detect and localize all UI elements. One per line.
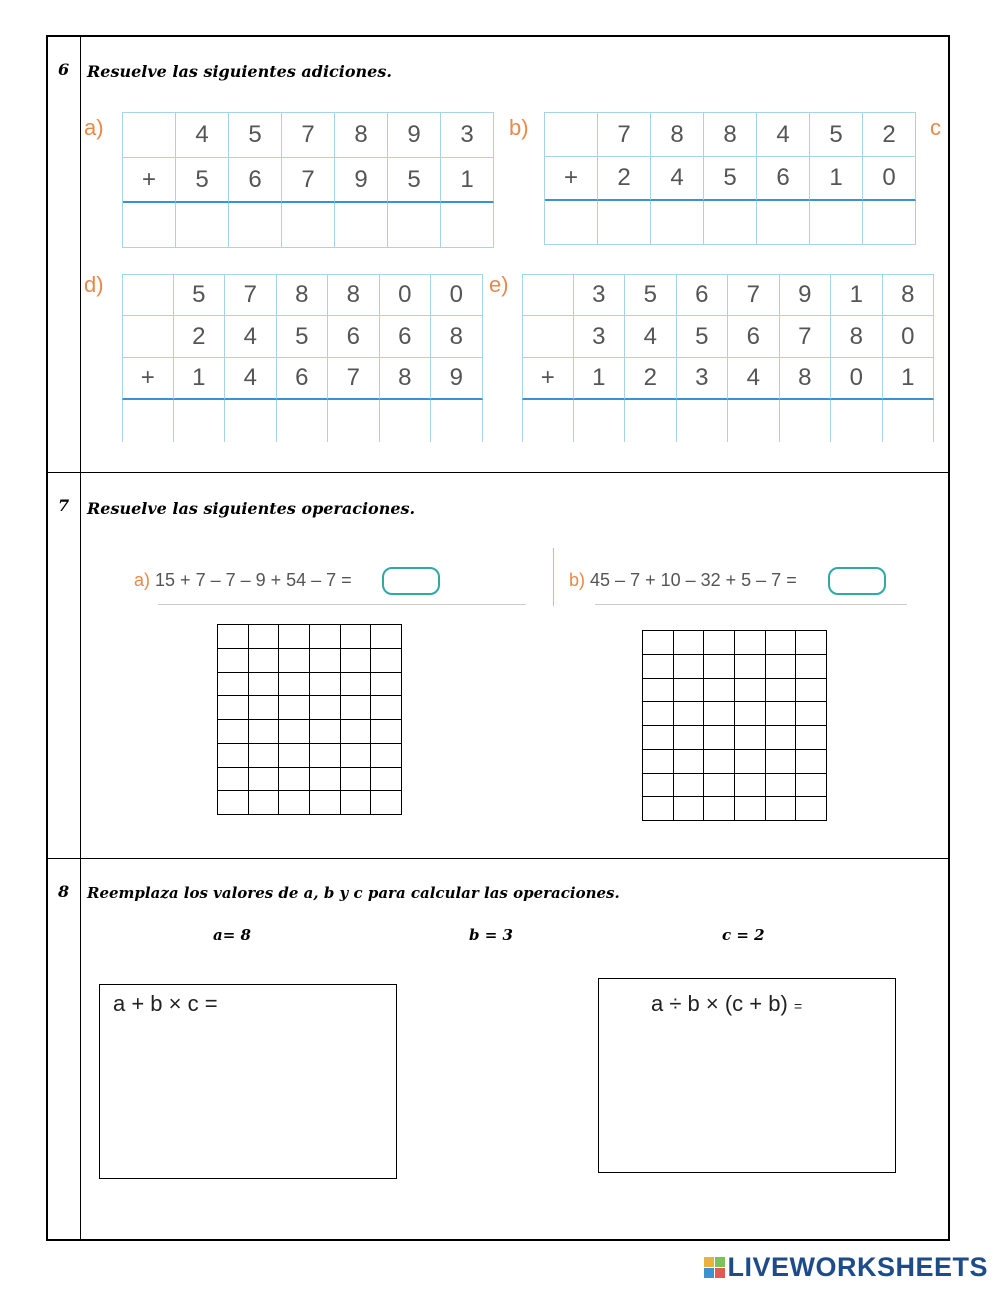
digit-cell: +: [123, 158, 176, 203]
answer-cell[interactable]: [810, 201, 863, 245]
work-grid-cell[interactable]: [341, 791, 372, 815]
work-grid-cell[interactable]: [766, 726, 797, 750]
digit-cell: 5: [229, 113, 282, 158]
digit-cell: [123, 113, 176, 158]
work-grid-cell[interactable]: [341, 720, 372, 744]
expression-b-underline: [595, 604, 907, 605]
liveworksheets-logo-mark: [704, 1257, 725, 1278]
digit-cell: 9: [780, 274, 832, 316]
work-grid-cell[interactable]: [766, 750, 797, 774]
work-grid-cell[interactable]: [218, 744, 249, 768]
work-grid-cell[interactable]: [643, 631, 674, 655]
work-grid-cell[interactable]: [643, 797, 674, 821]
digit-cell: 5: [677, 316, 729, 358]
section-6-instruction: Resuelve las siguientes adiciones.: [87, 62, 392, 81]
work-grid-cell[interactable]: [279, 625, 310, 649]
work-grid-cell[interactable]: [310, 625, 341, 649]
work-grid-cell[interactable]: [249, 673, 280, 697]
box-2-equals: =: [793, 998, 803, 1014]
digit-cell: 5: [277, 316, 329, 358]
work-grid-cell[interactable]: [796, 631, 827, 655]
work-grid-cell[interactable]: [735, 726, 766, 750]
work-grid-cell[interactable]: [341, 696, 372, 720]
work-grid-cell[interactable]: [249, 696, 280, 720]
work-grid-cell[interactable]: [796, 797, 827, 821]
expression-b-text: 45 – 7 + 10 – 32 + 5 – 7 =: [590, 570, 797, 590]
work-grid-cell[interactable]: [341, 744, 372, 768]
work-grid-cell[interactable]: [766, 702, 797, 726]
digit-cell: 7: [328, 358, 380, 400]
section-7-number: 7: [58, 496, 70, 515]
liveworksheets-logo: [704, 1252, 988, 1283]
problem-a-letter: a): [84, 115, 104, 140]
digit-cell: 6: [277, 358, 329, 400]
digit-cell: +: [522, 358, 574, 400]
digit-cell: [522, 274, 574, 316]
digit-cell: 8: [780, 358, 832, 400]
answer-cell[interactable]: [388, 203, 441, 248]
digit-cell: 8: [380, 358, 432, 400]
digit-cell: 3: [441, 113, 494, 158]
number-column-divider: [80, 35, 81, 1241]
answer-cell[interactable]: [625, 400, 677, 442]
digit-cell: +: [545, 157, 598, 201]
digit-cell: [122, 274, 174, 316]
answer-cell[interactable]: [441, 203, 494, 248]
digit-cell: 7: [598, 113, 651, 157]
addition-grid-b: [544, 112, 916, 245]
digit-cell: 1: [810, 157, 863, 201]
work-grid-cell[interactable]: [674, 750, 705, 774]
digit-cell: 7: [728, 274, 780, 316]
work-grid-cell[interactable]: [704, 702, 735, 726]
digit-cell: [522, 316, 574, 358]
work-grid-b[interactable]: [642, 630, 827, 821]
work-grid-cell[interactable]: [796, 679, 827, 703]
work-grid-cell[interactable]: [704, 631, 735, 655]
work-grid-cell[interactable]: [218, 649, 249, 673]
answer-box-a[interactable]: [382, 567, 440, 595]
digit-cell: 5: [174, 274, 226, 316]
work-grid-cell[interactable]: [674, 655, 705, 679]
section-8-number: 8: [58, 882, 70, 901]
work-grid-cell[interactable]: [643, 679, 674, 703]
work-grid-cell[interactable]: [766, 774, 797, 798]
work-grid-cell[interactable]: [704, 750, 735, 774]
digit-cell: 1: [441, 158, 494, 203]
work-grid-cell[interactable]: [310, 768, 341, 792]
addition-grid-d: [122, 274, 483, 442]
digit-cell: 8: [831, 316, 883, 358]
answer-cell[interactable]: [728, 400, 780, 442]
digit-cell: 1: [883, 358, 935, 400]
work-grid-cell[interactable]: [371, 720, 402, 744]
expression-b: [569, 570, 797, 591]
section-7-instruction: Resuelve las siguientes operaciones.: [87, 499, 416, 518]
work-grid-cell[interactable]: [643, 702, 674, 726]
work-grid-cell[interactable]: [249, 649, 280, 673]
work-grid-cell[interactable]: [249, 744, 280, 768]
digit-cell: 7: [780, 316, 832, 358]
answer-cell[interactable]: [598, 201, 651, 245]
work-grid-cell[interactable]: [704, 797, 735, 821]
work-grid-cell[interactable]: [796, 726, 827, 750]
digit-cell: 5: [810, 113, 863, 157]
work-grid-cell[interactable]: [371, 673, 402, 697]
digit-cell: 4: [651, 157, 704, 201]
work-grid-cell[interactable]: [371, 744, 402, 768]
work-grid-cell[interactable]: [218, 696, 249, 720]
digit-cell: 6: [328, 316, 380, 358]
digit-cell: 4: [625, 316, 677, 358]
work-grid-a[interactable]: [217, 624, 402, 815]
digit-cell: 5: [704, 157, 757, 201]
work-grid-cell[interactable]: [704, 679, 735, 703]
box-2-expression: [651, 991, 802, 1017]
expression-b-letter: b): [569, 570, 586, 590]
work-grid-cell[interactable]: [674, 774, 705, 798]
answer-cell[interactable]: [174, 400, 226, 442]
work-grid-cell[interactable]: [218, 791, 249, 815]
digit-cell: 6: [728, 316, 780, 358]
digit-cell: 5: [176, 158, 229, 203]
digit-cell: 2: [174, 316, 226, 358]
work-grid-cell[interactable]: [310, 744, 341, 768]
answer-cell[interactable]: [328, 400, 380, 442]
addition-grid-e: [522, 274, 934, 442]
digit-cell: 4: [225, 316, 277, 358]
work-grid-cell[interactable]: [310, 696, 341, 720]
work-grid-cell[interactable]: [371, 625, 402, 649]
digit-cell: 4: [176, 113, 229, 158]
work-grid-cell[interactable]: [704, 655, 735, 679]
work-grid-cell[interactable]: [766, 631, 797, 655]
work-grid-cell[interactable]: [735, 631, 766, 655]
addition-grid-a: [122, 112, 494, 248]
digit-cell: 7: [225, 274, 277, 316]
section-6-number: 6: [58, 60, 70, 79]
work-grid-cell[interactable]: [704, 774, 735, 798]
answer-cell[interactable]: [282, 203, 335, 248]
work-grid-cell[interactable]: [766, 655, 797, 679]
answer-cell[interactable]: [176, 203, 229, 248]
work-grid-cell[interactable]: [279, 649, 310, 673]
digit-cell: 5: [388, 158, 441, 203]
work-grid-cell[interactable]: [796, 655, 827, 679]
section-divider-7-8: [46, 858, 950, 859]
digit-cell: 8: [335, 113, 388, 158]
answer-cell[interactable]: [704, 201, 757, 245]
work-grid-cell[interactable]: [341, 649, 372, 673]
work-grid-cell[interactable]: [674, 631, 705, 655]
answer-cell[interactable]: [863, 201, 916, 245]
work-grid-cell[interactable]: [249, 791, 280, 815]
work-grid-cell[interactable]: [674, 726, 705, 750]
work-grid-cell[interactable]: [341, 673, 372, 697]
answer-cell[interactable]: [123, 203, 176, 248]
digit-cell: 8: [883, 274, 935, 316]
answer-box-b[interactable]: [828, 567, 886, 595]
work-grid-cell[interactable]: [796, 774, 827, 798]
digit-cell: 4: [728, 358, 780, 400]
answer-cell[interactable]: [574, 400, 626, 442]
answer-cell[interactable]: [883, 400, 935, 442]
work-grid-cell[interactable]: [643, 750, 674, 774]
digit-cell: 1: [831, 274, 883, 316]
digit-cell: 2: [625, 358, 677, 400]
digit-cell: 7: [282, 158, 335, 203]
work-grid-cell[interactable]: [704, 726, 735, 750]
digit-cell: 3: [677, 358, 729, 400]
digit-cell: 8: [277, 274, 329, 316]
value-b: b = 3: [469, 926, 513, 944]
problem-e-letter: e): [489, 272, 509, 297]
work-grid-cell[interactable]: [796, 750, 827, 774]
work-grid-cell[interactable]: [643, 774, 674, 798]
digit-cell: [122, 316, 174, 358]
work-grid-cell[interactable]: [341, 625, 372, 649]
expression-a-letter: a): [134, 570, 151, 590]
digit-cell: 7: [282, 113, 335, 158]
answer-cell[interactable]: [757, 201, 810, 245]
digit-cell: 6: [677, 274, 729, 316]
work-grid-cell[interactable]: [249, 720, 280, 744]
work-grid-cell[interactable]: [674, 702, 705, 726]
answer-cell[interactable]: [380, 400, 432, 442]
work-grid-cell[interactable]: [674, 679, 705, 703]
work-grid-cell[interactable]: [279, 744, 310, 768]
digit-cell: +: [122, 358, 174, 400]
work-grid-cell[interactable]: [766, 797, 797, 821]
digit-cell: 1: [174, 358, 226, 400]
work-grid-cell[interactable]: [371, 791, 402, 815]
work-grid-cell[interactable]: [310, 673, 341, 697]
answer-cell[interactable]: [522, 400, 574, 442]
work-grid-cell[interactable]: [279, 720, 310, 744]
work-grid-cell[interactable]: [735, 655, 766, 679]
work-grid-cell[interactable]: [735, 679, 766, 703]
expression-a-underline: [158, 604, 526, 605]
problem-b-letter: b): [509, 115, 529, 140]
digit-cell: 3: [574, 274, 626, 316]
digit-cell: 8: [651, 113, 704, 157]
problem-d-letter: d): [84, 272, 104, 297]
answer-cell[interactable]: [229, 203, 282, 248]
digit-cell: 2: [863, 113, 916, 157]
digit-cell: 4: [225, 358, 277, 400]
digit-cell: 0: [883, 316, 935, 358]
value-c: c = 2: [722, 926, 765, 944]
work-grid-cell[interactable]: [674, 797, 705, 821]
digit-cell: 4: [757, 113, 810, 157]
work-grid-cell[interactable]: [371, 696, 402, 720]
digit-cell: 5: [625, 274, 677, 316]
answer-cell[interactable]: [780, 400, 832, 442]
expression-divider: [553, 548, 554, 606]
answer-cell[interactable]: [677, 400, 729, 442]
digit-cell: 1: [574, 358, 626, 400]
work-grid-cell[interactable]: [279, 768, 310, 792]
work-grid-cell[interactable]: [643, 726, 674, 750]
digit-cell: 0: [863, 157, 916, 201]
box-2-expression-text: a ÷ b × (c + b): [651, 991, 788, 1016]
answer-cell[interactable]: [225, 400, 277, 442]
digit-cell: 9: [431, 358, 483, 400]
work-grid-cell[interactable]: [735, 774, 766, 798]
digit-cell: 0: [431, 274, 483, 316]
digit-cell: 2: [598, 157, 651, 201]
work-grid-cell[interactable]: [310, 791, 341, 815]
digit-cell: 9: [388, 113, 441, 158]
work-grid-cell[interactable]: [341, 768, 372, 792]
box-1-expression: a + b × c =: [113, 991, 218, 1016]
expression-a: [134, 570, 352, 591]
digit-cell: 0: [380, 274, 432, 316]
work-grid-cell[interactable]: [796, 702, 827, 726]
digit-cell: 6: [380, 316, 432, 358]
digit-cell: 6: [229, 158, 282, 203]
answer-cell[interactable]: [545, 201, 598, 245]
digit-cell: 8: [431, 316, 483, 358]
work-grid-cell[interactable]: [735, 797, 766, 821]
work-grid-cell[interactable]: [310, 720, 341, 744]
digit-cell: 0: [831, 358, 883, 400]
digit-cell: 3: [574, 316, 626, 358]
work-grid-cell[interactable]: [279, 673, 310, 697]
work-grid-cell[interactable]: [279, 696, 310, 720]
answer-cell[interactable]: [277, 400, 329, 442]
work-grid-cell[interactable]: [249, 768, 280, 792]
work-grid-cell[interactable]: [735, 702, 766, 726]
value-a: a= 8: [213, 926, 251, 944]
expression-a-text: 15 + 7 – 7 – 9 + 54 – 7 =: [155, 570, 352, 590]
work-grid-cell[interactable]: [218, 720, 249, 744]
answer-cell[interactable]: [651, 201, 704, 245]
answer-cell[interactable]: [431, 400, 483, 442]
work-grid-cell[interactable]: [766, 679, 797, 703]
logo-text: LIVEWORKSHEETS: [727, 1252, 988, 1282]
answer-cell[interactable]: [831, 400, 883, 442]
work-grid-cell[interactable]: [371, 649, 402, 673]
work-grid-cell[interactable]: [218, 673, 249, 697]
answer-cell[interactable]: [122, 400, 174, 442]
work-grid-cell[interactable]: [643, 655, 674, 679]
digit-cell: [545, 113, 598, 157]
work-grid-cell[interactable]: [735, 750, 766, 774]
work-grid-cell[interactable]: [249, 625, 280, 649]
problem-c-letter: c: [930, 115, 941, 140]
digit-cell: 9: [335, 158, 388, 203]
work-grid-cell[interactable]: [279, 791, 310, 815]
work-grid-cell[interactable]: [310, 649, 341, 673]
answer-cell[interactable]: [335, 203, 388, 248]
work-grid-cell[interactable]: [218, 625, 249, 649]
work-grid-cell[interactable]: [218, 768, 249, 792]
digit-cell: 8: [704, 113, 757, 157]
work-grid-cell[interactable]: [371, 768, 402, 792]
section-8-instruction: Reemplaza los valores de a, b y c para calcular las operaciones.: [87, 884, 620, 902]
section-divider-6-7: [46, 472, 950, 473]
digit-cell: 6: [757, 157, 810, 201]
digit-cell: 8: [328, 274, 380, 316]
